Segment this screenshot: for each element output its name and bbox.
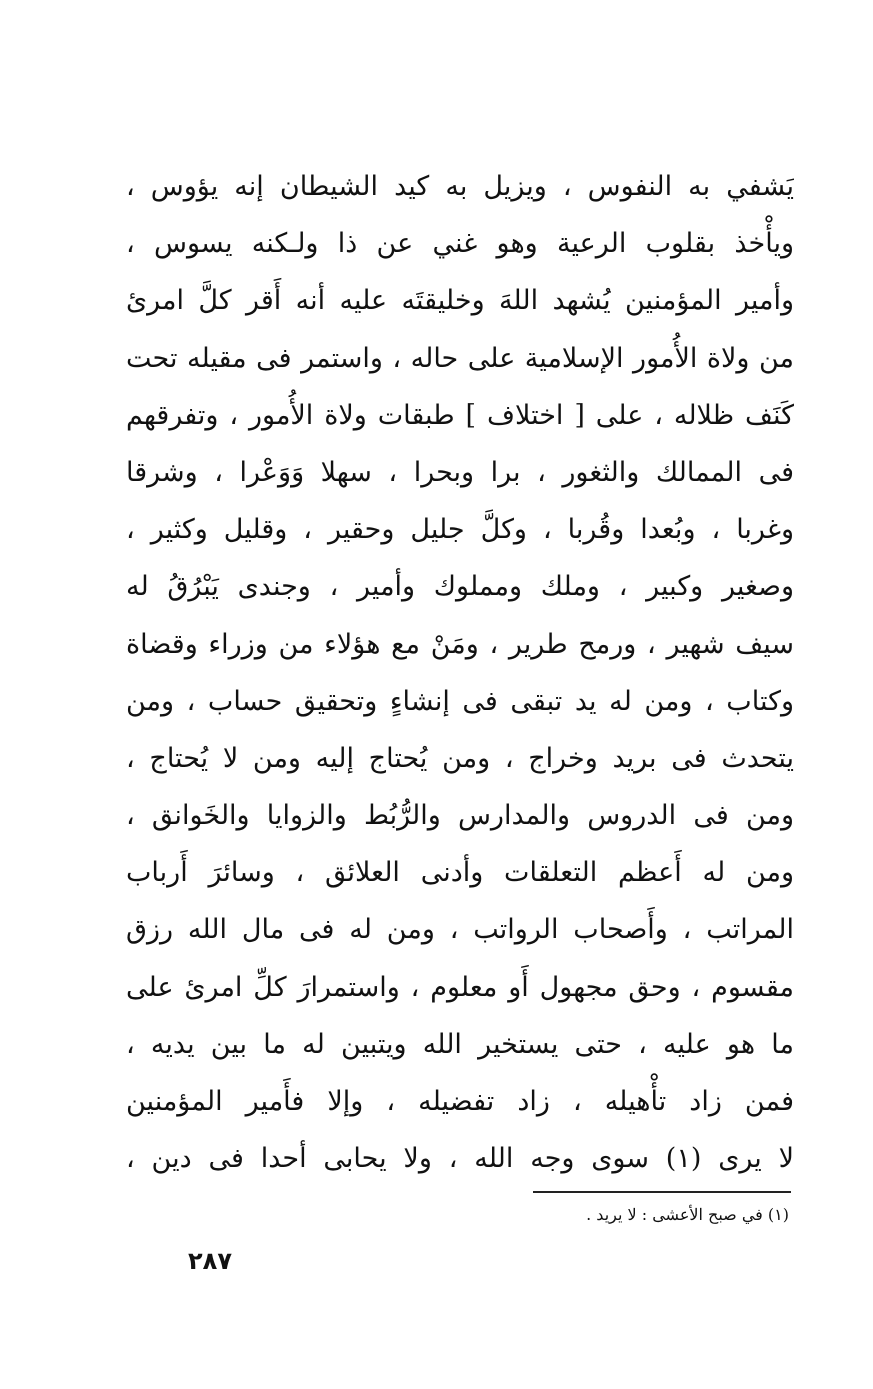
page-number: ٢٨٧	[188, 1247, 232, 1275]
text-line: فمن زاد تأْهيله ، زاد تفضيله ، وإلا فأَمير المؤمنين	[126, 1086, 794, 1117]
text-line: ومن له أَعظم التعلقات وأدنى العلائق ، وسائرَ أَرباب	[126, 857, 794, 889]
text-line: وصغير وكبير ، وملك ومملوك وأمير ، وجندى يَبْرُقُ له	[126, 571, 794, 603]
text-line: المراتب ، وأَصحاب الرواتب ، ومن له فى مال الله رزق	[126, 914, 794, 946]
body-text	[126, 158, 794, 1187]
text-line: وأمير المؤمنين يُشهد اللهَ وخليقتَه عليه أنه أَقر كلَّ امرئ	[126, 285, 794, 317]
footnote-divider	[533, 1191, 791, 1193]
text-line: وكتاب ، ومن له يد تبقى فى إنشاءٍ وتحقيق حساب ، ومن	[126, 685, 794, 717]
text-line: ما هو عليه ، حتى يستخير الله ويتبين له ما بين يديه ،	[126, 1028, 794, 1060]
text-line: ويأْخذ بقلوب الرعية وهو غني عن ذا ولـكنه يسوس ،	[126, 228, 794, 260]
text-line: سيف شهير ، ورمح طرير ، ومَنْ مع هؤلاء من وزراء وقضاة	[126, 628, 794, 660]
text-line: وغربا ، وبُعدا وقُربا ، وكلَّ جليل وحقير ، وقليل وكثير ،	[126, 514, 794, 546]
text-line: من ولاة الأُمور الإسلامية على حاله ، واستمر فى مقيله تحت	[126, 342, 794, 374]
footnote: (١) في صبح الأعشى : لا يريد .	[586, 1205, 789, 1224]
text-line: فى الممالك والثغور ، برا وبحرا ، سهلا وَوَعْرا ، وشرقا	[126, 456, 794, 488]
text-line: ومن فى الدروس والمدارس والرُّبُط والزوايا والخَوانق ،	[126, 800, 794, 832]
text-line: يَشفي به النفوس ، ويزيل به كيد الشيطان إنه يؤوس ،	[126, 171, 794, 202]
text-line: يتحدث فى بريد وخراج ، ومن يُحتاج إليه ومن لا يُحتاج ،	[126, 742, 794, 774]
text-line: مقسوم ، وحق مجهول أَو معلوم ، واستمرارَ كلِّ امرئ على	[126, 971, 794, 1003]
text-line: كَنَف ظلاله ، على [ اختلاف ] طبقات ولاة الأُمور ، وتفرقهم	[126, 399, 794, 431]
text-line: لا يرى (١) سوى وجه الله ، ولا يحابى أحدا فى دين ،	[126, 1143, 794, 1175]
